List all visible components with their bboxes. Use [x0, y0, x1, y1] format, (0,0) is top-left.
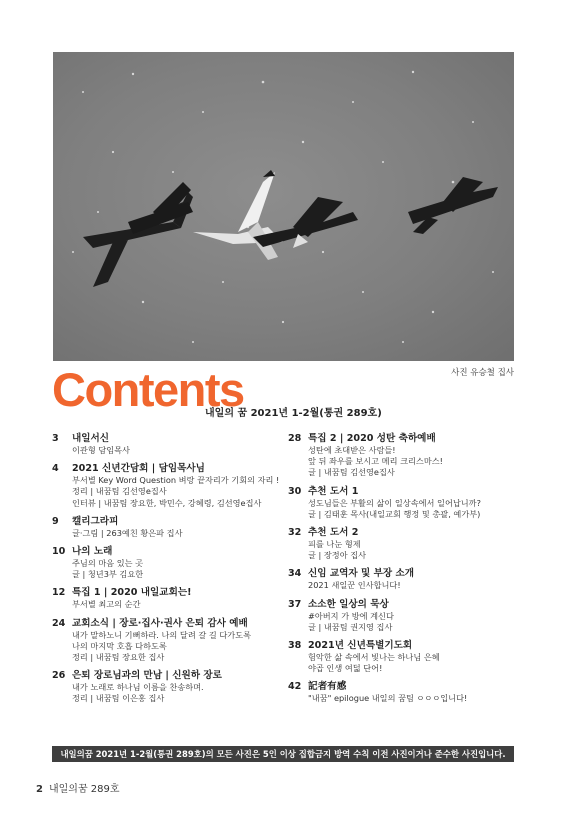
- toc-entry-subline: 험악한 삶 속에서 빛나는 하나님 은혜: [308, 652, 440, 663]
- toc-entry-heading: [52, 515, 277, 528]
- toc-entry-title: 특집 1 | 2020 내일교회는!: [72, 587, 192, 599]
- photo-caption: 사진 유승철 집사: [451, 368, 514, 378]
- toc-page-number: 12: [52, 587, 66, 599]
- toc-entry-subline: 정리 | 내꿈팀 이은홍 집사: [72, 693, 165, 704]
- contents-left-column: [52, 432, 280, 711]
- toc-page-number: 9: [52, 515, 59, 527]
- toc-entry-heading: [288, 432, 518, 445]
- toc-entry-subline: 부서별 최고의 순간: [72, 599, 141, 610]
- toc-entry-subline: 성도님들은 부활의 삶이 일상속에서 일어납니까?: [308, 497, 481, 508]
- toc-entry-subline: 정리 | 내꿈팀 장요한 집사: [72, 652, 165, 663]
- toc-page-number: 4: [52, 463, 59, 475]
- toc-entry[interactable]: [52, 586, 277, 610]
- toc-entry-title: 나의 노래: [72, 546, 113, 558]
- toc-entry-heading: [52, 617, 277, 630]
- toc-entry-subline: 앞 뒤 좌우를 보시고 메리 크리스마스!: [308, 456, 443, 467]
- toc-entry-subline: #아버지 가 방에 계신다: [308, 610, 394, 621]
- toc-entry[interactable]: [52, 515, 277, 539]
- toc-entry-heading: [288, 680, 518, 693]
- toc-entry-heading: [288, 485, 518, 498]
- toc-entry[interactable]: [52, 462, 280, 509]
- toc-entry-subline: 야곱 인생 여덟 단어!: [308, 663, 383, 674]
- toc-entry-title: 2021 신년간담회 | 담임목사님: [72, 463, 205, 475]
- toc-entry-subline: 이관형 담임목사: [72, 445, 130, 455]
- toc-entry-subline: 글 | 김태훈 목사(내일교회 행정 및 총괄, 예가부): [308, 508, 481, 519]
- toc-entry-title: 특집 2 | 2020 성탄 축하예배: [308, 433, 436, 444]
- toc-page-number: 28: [288, 433, 302, 444]
- toc-page-number: 3: [52, 433, 59, 444]
- toc-page-number: 42: [288, 681, 302, 693]
- toc-entry[interactable]: [288, 639, 518, 674]
- toc-entry-title: 캘리그라피: [72, 515, 119, 527]
- toc-entry[interactable]: [52, 432, 277, 456]
- toc-entry[interactable]: [52, 669, 277, 704]
- toc-entry-subline: 글 | 장정아 집사: [308, 550, 367, 561]
- toc-entry-subline: 인터뷰 | 내꿈팀 장요한, 박민수, 강혜령, 김선영e집사: [72, 497, 262, 508]
- toc-entry-subline: 성탄에 초대받은 사람들!: [308, 445, 396, 455]
- toc-entry[interactable]: [288, 598, 518, 633]
- contents-right-column: [288, 432, 518, 711]
- toc-entry-subline: 글 | 내꿈팀 권지영 집사: [308, 621, 393, 632]
- toc-entry-subline: 내가 노래로 하나님 이름을 찬송하며.: [72, 682, 204, 693]
- toc-entry-subline: 글 | 청년3부 김요한: [72, 569, 144, 580]
- toc-entry[interactable]: [52, 545, 277, 580]
- toc-entry-heading: [52, 432, 277, 445]
- toc-entry-title: 2021년 신년특별기도회: [308, 640, 413, 652]
- toc-entry-subline: 정리 | 내꿈팀 김선영e집사: [72, 486, 167, 497]
- crane-4: [253, 197, 358, 248]
- toc-entry[interactable]: [52, 617, 277, 664]
- toc-page-number: 34: [288, 568, 302, 580]
- contents-heading: Contents: [52, 363, 244, 416]
- page-number: 2: [36, 784, 43, 795]
- toc-page-number: 38: [288, 640, 302, 652]
- toc-entry-subline: 내가 말하노니 기뻐하라. 나의 달려 갈 길 다가도록: [72, 629, 252, 640]
- toc-entry-heading: [52, 462, 277, 475]
- toc-entry[interactable]: [288, 567, 518, 591]
- toc-entry-subline: 피를 나눈 형제: [308, 539, 361, 550]
- toc-entry-heading: [52, 669, 277, 682]
- page-footer: [36, 780, 120, 795]
- cover-photo: [53, 52, 514, 361]
- toc-entry-heading: [288, 598, 518, 611]
- toc-page-number: 10: [52, 546, 66, 558]
- toc-entry-subline: 주님의 마음 있는 곳: [72, 558, 144, 569]
- toc-page-number: 30: [288, 485, 302, 497]
- toc-entry-title: 記者有感: [308, 681, 347, 693]
- toc-entry[interactable]: [288, 432, 518, 479]
- toc-entry-heading: [52, 545, 277, 558]
- toc-entry-subline: 글 | 내꿈팀 김선영e집사: [308, 467, 395, 478]
- toc-entry-subline: 글·그림 | 263예친 황은파 집사: [72, 527, 183, 538]
- toc-entry-title: 신임 교역자 및 부장 소개: [308, 568, 415, 580]
- toc-entry-heading: [288, 639, 518, 652]
- toc-entry-title: 은퇴 장로님과의 만남 | 신원하 장로: [72, 670, 222, 682]
- toc-entry-title: 추천 도서 1: [308, 485, 359, 497]
- toc-page-number: 24: [52, 617, 66, 629]
- toc-page-number: 32: [288, 527, 302, 539]
- crane-3: [193, 170, 283, 260]
- toc-entry-subline: 2021 새일꾼 인사합니다!: [308, 580, 401, 591]
- photo-notice-banner: 내일의꿈 2021년 1-2월(통권 289호)의 모든 사진은 5인 이상 집합금지 방역 수칙 이전 사진이거나 준수한 사진입니다.: [52, 746, 514, 762]
- toc-page-number: 26: [52, 670, 66, 682]
- toc-entry-title: 소소한 일상의 묵상: [308, 598, 389, 610]
- toc-entry[interactable]: [288, 485, 518, 520]
- toc-entry-subline: 부서별 Key Word Question 벼랑 끝자리가 기회의 자리 !: [72, 475, 280, 486]
- magazine-name: 내일의꿈 289호: [48, 784, 120, 795]
- toc-entry-heading: [288, 526, 518, 539]
- toc-entry[interactable]: [288, 526, 518, 561]
- toc-entry[interactable]: [288, 680, 518, 704]
- toc-entry-subline: 나의 마지막 호흡 다하도록: [72, 640, 167, 651]
- toc-entry-heading: [288, 567, 518, 580]
- toc-entry-heading: [52, 586, 277, 599]
- crane-5: [408, 177, 498, 234]
- toc-page-number: 37: [288, 598, 302, 610]
- issue-info: 내일의 꿈 2021년 1-2월(통권 289호): [205, 408, 382, 419]
- toc-entry-title: 내일서신: [72, 433, 110, 444]
- cranes-illustration: [53, 52, 514, 361]
- toc-entry-subline: "내꿈" epilogue 내일의 꿈팀 ㅇㅇㅇ입니다!: [308, 693, 468, 704]
- toc-entry-title: 교회소식 | 장로·집사·권사 은퇴 감사 예배: [72, 617, 248, 629]
- toc-entry-title: 추천 도서 2: [308, 527, 359, 539]
